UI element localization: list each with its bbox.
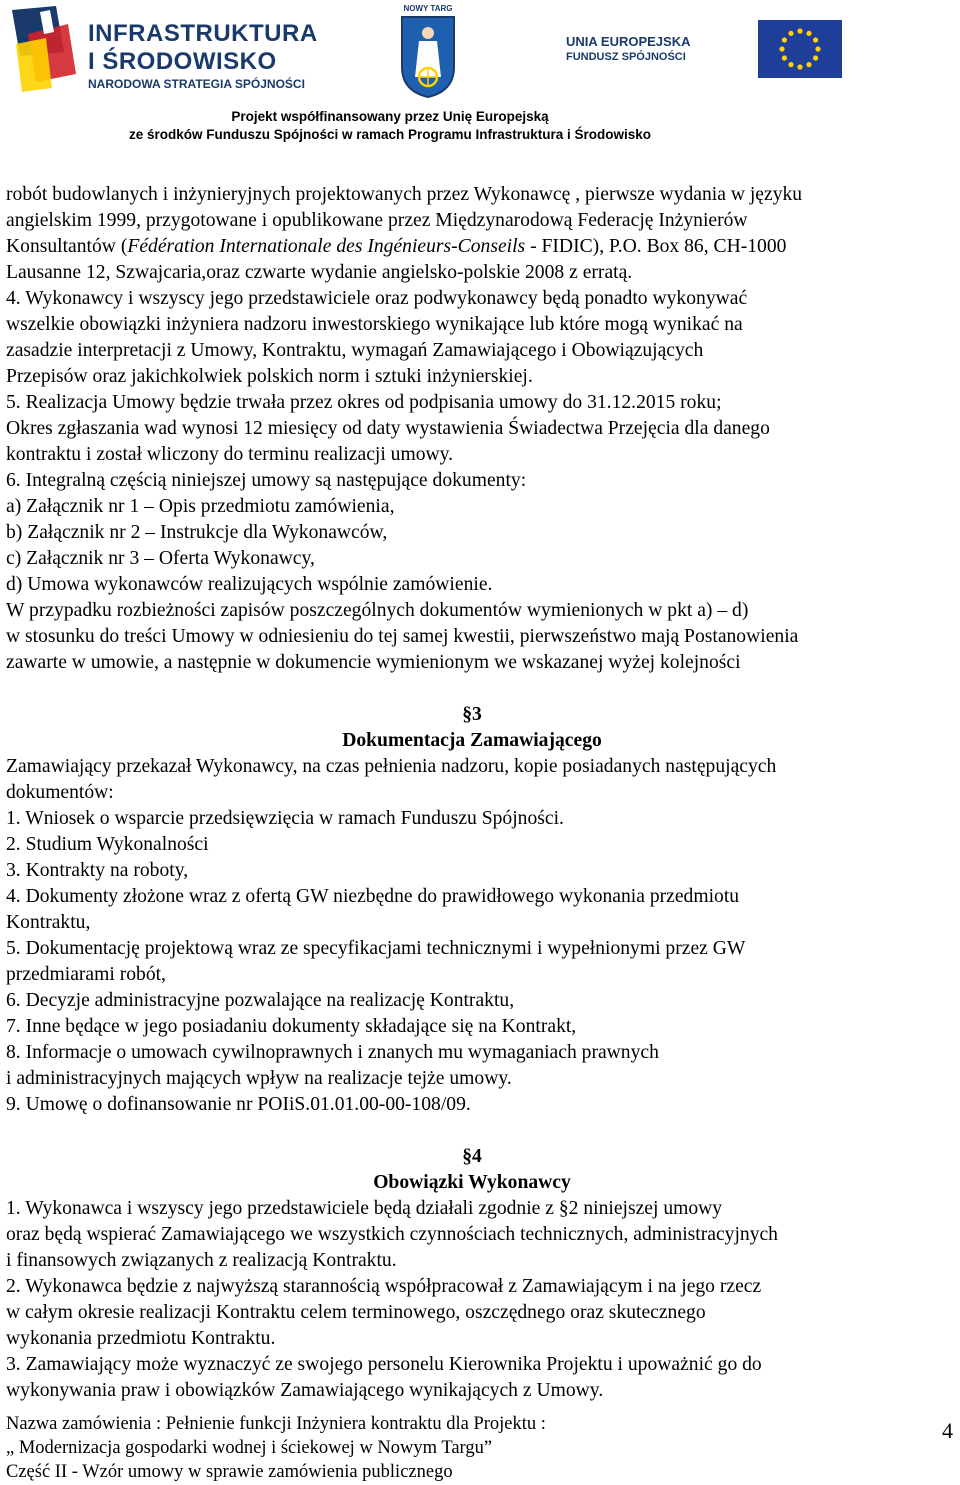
list-item: 5. Dokumentację projektową wraz ze specyfikacjami technicznymi i wypełnionymi przez GW [6, 938, 746, 959]
town-name: NOWY TARG [403, 4, 453, 13]
fidic-italic-name: Fédération Internationale des Ingénieurs-Conseils [127, 236, 526, 257]
section-number: §3 [462, 704, 482, 725]
srodowisko-title: I ŚRODOWISKO [88, 48, 277, 75]
strategy-subtitle: NARODOWA STRATEGIA SPÓJNOŚCI [88, 77, 305, 91]
paragraph-line: w całym okresie realizacji Kontraktu celem terminowego, oszczędnego oraz skutecznego [6, 1302, 706, 1323]
paragraph-line: dokumentów: [6, 782, 114, 803]
list-item: d) Umowa wykonawców realizujących wspólnie zamówienie. [6, 574, 493, 595]
infrastruktura-emblem-icon [6, 4, 82, 94]
paragraph-line: Zamawiający przekazał Wykonawcy, na czas pełnienia nadzoru, kopie posiadanych następujących [6, 756, 777, 777]
paragraph-line: 4. Wykonawcy i wszyscy jego przedstawiciele oraz podwykonawcy będą ponadto wykonywać [6, 288, 748, 309]
cofinancing-line-2: ze środków Funduszu Spójności w ramach Programu Infrastruktura i Środowisko [128, 127, 652, 142]
paragraph-line: 1. Wykonawca i wszyscy jego przedstawiciele będą działali zgodnie z §2 niniejszej umowy [6, 1198, 723, 1219]
paragraph-line [6, 234, 946, 260]
cofinancing-note [0, 108, 780, 144]
paragraph-line: w stosunku do treści Umowy w odniesieniu do tej samej kwestii, pierwszeństwo mają Postanowienia [6, 626, 799, 647]
section-title: Obowiązki Wykonawcy [373, 1172, 571, 1193]
paragraph-line: Przepisów oraz jakichkolwiek polskich norm i sztuki inżynierskiej. [6, 366, 533, 387]
list-item: 2. Studium Wykonalności [6, 834, 209, 855]
list-item: 6. Decyzje administracyjne pozwalające na realizację Kontraktu, [6, 990, 515, 1011]
eu-title: UNIA EUROPEJSKA [566, 34, 691, 49]
paragraph-line: Okres zgłaszania wad wynosi 12 miesięcy od daty wystawienia Świadectwa Przejęcia dla danego [6, 418, 770, 439]
list-item: 4. Dokumenty złożone wraz z ofertą GW niezbędne do prawidłowego wykonania przedmiotu [6, 886, 740, 907]
page-number: 4 [942, 1418, 953, 1443]
section-title: Dokumentacja Zamawiającego [342, 730, 602, 751]
list-item: c) Załącznik nr 3 – Oferta Wykonawcy, [6, 548, 315, 569]
paragraph-line: zasadzie interpretacji z Umowy, Kontraktu, wymagań Zamawiającego i Obowiązujących [6, 340, 704, 361]
list-item: 7. Inne będące w jego posiadaniu dokumenty składające się na Kontrakt, [6, 1016, 577, 1037]
list-item: 3. Kontrakty na roboty, [6, 860, 189, 881]
paragraph-line: 3. Zamawiający może wyznaczyć ze swojego personelu Kierownika Projektu i upoważnić go do [6, 1354, 762, 1375]
paragraph-line: wykonania przedmiotu Kontraktu. [6, 1328, 276, 1349]
list-item: 1. Wniosek o wsparcie przedsięwzięcia w ramach Funduszu Spójności. [6, 808, 564, 829]
document-body [6, 182, 946, 1404]
list-item: b) Załącznik nr 2 – Instrukcje dla Wykonawców, [6, 522, 388, 543]
paragraph-line: zawarte w umowie, a następnie w dokumencie wymienionym we wskazanej wyżej kolejności [6, 652, 741, 673]
paragraph-line: kontraktu i został wliczony do terminu realizacji umowy. [6, 444, 454, 465]
text-span: Konsultantów ( [6, 236, 128, 257]
footer-project-name: „ Modernizacja gospodarki wodnej i ściekowej w Nowym Targu” [6, 1438, 493, 1458]
text-span: - FIDIC), P.O. Box 86, CH-1000 [525, 236, 787, 257]
paragraph-line: 6. Integralną częścią niniejszej umowy są następujące dokumenty: [6, 470, 527, 491]
list-item: Kontraktu, [6, 912, 91, 933]
paragraph-line: robót budowlanych i inżynieryjnych projektowanych przez Wykonawcę , pierwsze wydania w języku [6, 184, 803, 205]
eu-logo [566, 20, 856, 80]
page-header [0, 0, 960, 150]
infrastruktura-title: INFRASTRUKTURA [88, 20, 318, 47]
paragraph-line: i finansowych związanych z realizacją Kontraktu. [6, 1250, 397, 1271]
section-number: §4 [462, 1146, 482, 1167]
paragraph-line: wykonywania praw i obowiązków Zamawiającego wynikających z Umowy. [6, 1380, 604, 1401]
paragraph-line: oraz będą wspierać Zamawiającego we wszystkich czynnościach technicznych, administracyjnych [6, 1224, 778, 1245]
paragraph-line: angielskim 1999, przygotowane i opublikowane przez Międzynarodową Federację Inżynierów [6, 210, 748, 231]
cofinancing-line-1: Projekt współfinansowany przez Unię Europejską [231, 109, 549, 124]
list-item: a) Załącznik nr 1 – Opis przedmiotu zamówienia, [6, 496, 395, 517]
eu-flag-icon [758, 20, 842, 78]
paragraph-line: 2. Wykonawca będzie z najwyższą starannością współpracował z Zamawiającym i na jego rzecz [6, 1276, 762, 1297]
list-item: 9. Umowę o dofinansowanie nr POIiS.01.01.00-00-108/09. [6, 1094, 471, 1115]
paragraph-line: wszelkie obowiązki inżyniera nadzoru inwestorskiego wynikające lub które mogą wynikać na [6, 314, 743, 335]
paragraph-line: 5. Realizacja Umowy będzie trwała przez okres od podpisania umowy do 31.12.2015 roku; [6, 392, 722, 413]
list-item: przedmiarami robót, [6, 964, 166, 985]
footer-contract-name: Nazwa zamówienia : Pełnienie funkcji Inżyniera kontraktu dla Projektu : [6, 1414, 546, 1434]
eu-fund-subtitle: FUNDUSZ SPÓJNOŚCI [566, 51, 686, 63]
page-footer [6, 1412, 906, 1484]
nowy-targ-logo [393, 4, 463, 104]
infrastruktura-logo [6, 4, 318, 94]
paragraph-line: W przypadku rozbieżności zapisów poszczególnych dokumentów wymienionych w pkt a) – d) [6, 600, 749, 621]
paragraph-line: Lausanne 12, Szwajcaria,oraz czwarte wydanie angielsko-polskie 2008 z erratą. [6, 262, 633, 283]
footer-part-name: Część II - Wzór umowy w sprawie zamówienia publicznego [6, 1462, 453, 1482]
list-item: 8. Informacje o umowach cywilnoprawnych i znanych mu wymaganiach prawnych [6, 1042, 659, 1063]
town-crest-icon [399, 15, 457, 99]
list-item: i administracyjnych mających wpływ na realizacje tejże umowy. [6, 1068, 512, 1089]
